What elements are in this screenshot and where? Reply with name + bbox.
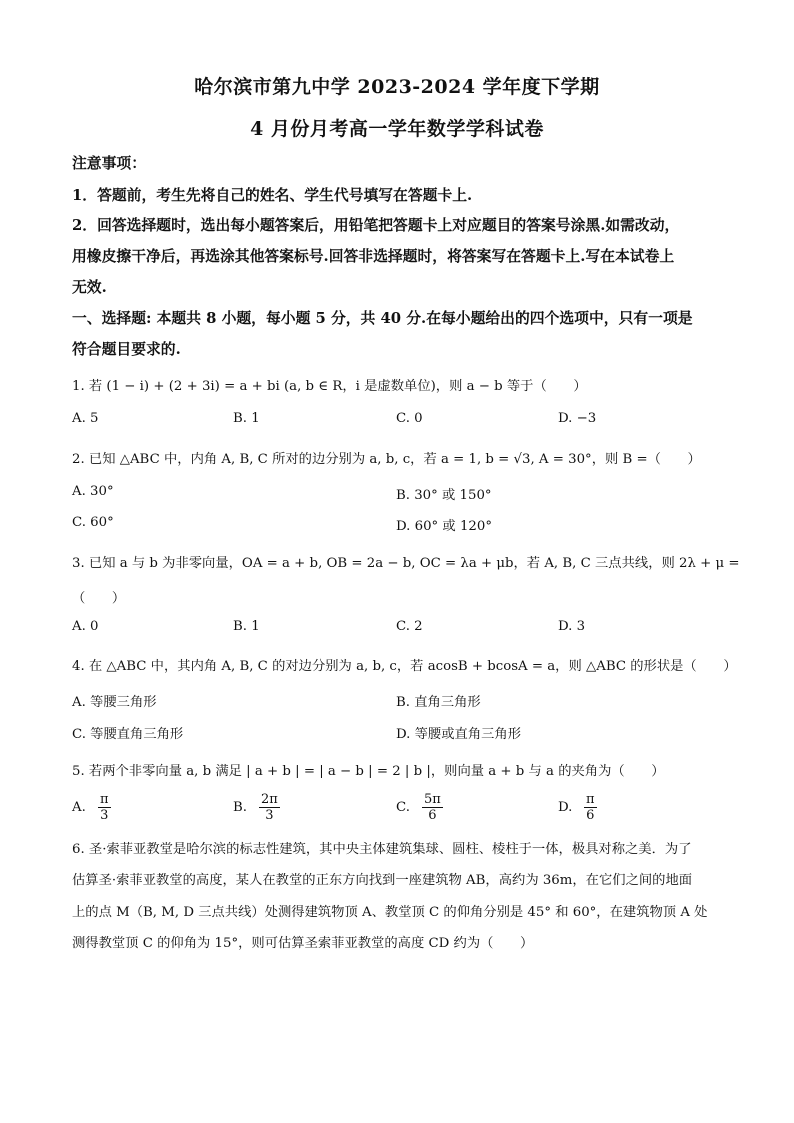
notice-item-1: 1．答题前，考生先将自己的姓名、学生代号填写在答题卡上. [72,187,473,204]
q5-option-a-label: A. [72,800,86,815]
question-6-line1: 6. 圣·索菲亚教堂是哈尔滨的标志性建筑，其中央主体建筑集球、圆柱、棱柱于一体，极具对称之美．为了 [72,842,692,857]
exam-title-line1: 哈尔滨市第九中学 2023-2024 学年度下学期 [194,76,600,98]
question-6-line2: 估算圣·索菲亚教堂的高度，某人在教堂的正东方向找到一座建筑物 AB，高约为 36m，在它们之间的地面 [72,873,693,888]
q2-option-d: D. 60° 或 120° [396,519,492,534]
notice-item-2-line3: 无效. [72,279,107,296]
q3-option-c: C. 2 [396,619,423,634]
question-4-stem: 4. 在 △ABC 中，其内角 A, B, C 的对边分别为 a, b, c，若 acosB + bcosA = a，则 △ABC 的形状是（ ） [72,659,737,674]
q5-option-c [396,792,443,823]
fraction-denominator: 6 [586,808,595,823]
q2-option-c: C. 60° [72,515,114,530]
q3-option-d: D. 3 [558,619,586,634]
q2-option-b: B. 30° 或 150° [396,488,492,503]
q2-option-a: A. 30° [72,484,114,499]
fraction-numerator: π [100,792,109,807]
q4-option-d: D. 等腰或直角三角形 [396,727,522,742]
q1-option-c: C. 0 [396,411,423,426]
exam-title-line2: 4 月份月考高一学年数学学科试卷 [250,118,544,140]
q3-option-a: A. 0 [72,619,99,634]
question-3-stem-cont: （ ） [72,591,126,606]
section-heading-line1: 一、选择题: 本题共 8 小题，每小题 5 分，共 40 分.在每小题给出的四个选项中，只有一项是 [72,310,693,327]
question-6-line3: 上的点 M（B, M, D 三点共线）处测得建筑物顶 A、教堂顶 C 的仰角分别是 45° 和 60°，在建筑物顶 A 处 [72,905,708,920]
question-6-line4: 测得教堂顶 C 的仰角为 15°，则可估算圣索菲亚教堂的高度 CD 约为（ ） [72,936,534,951]
q1-option-d: D. −3 [558,411,597,426]
q5-option-d [558,792,597,823]
question-2-stem: 2. 已知 △ABC 中，内角 A, B, C 所对的边分别为 a, b, c，若 a = 1, b = √3, A = 30°，则 B =（ ） [72,452,701,467]
notice-item-2-line1: 2．回答选择题时，选出每小题答案后，用铅笔把答题卡上对应题目的答案号涂黑.如需改动， [72,217,680,234]
q5-option-c-label: C. [396,800,410,815]
notice-item-2-line2: 用橡皮擦干净后，再选涂其他答案标号.回答非选择题时，将答案写在答题卡上.写在本试卷上 [72,248,675,265]
question-3-stem: 3. 已知 a 与 b 为非零向量，OA = a + b, OB = 2a − b, OC = λa + μb，若 A, B, C 三点共线，则 2λ + μ = [72,556,740,571]
question-1-stem: 1. 若 (1 − i) + (2 + 3i) = a + bi (a, b ∈ R，i 是虚数单位)，则 a − b 等于（ ） [72,379,587,394]
q4-option-a: A. 等腰三角形 [72,695,157,710]
notice-heading: 注意事项： [72,155,146,172]
q5-option-b-fraction [259,792,280,823]
section-heading-line2: 符合题目要求的. [72,341,181,358]
fraction-numerator: π [586,792,595,807]
q5-option-b-label: B. [233,800,247,815]
q1-option-a: A. 5 [72,411,99,426]
q5-option-c-fraction [422,792,443,823]
fraction-numerator: 2π [261,792,278,807]
q3-option-b: B. 1 [233,619,260,634]
fraction-denominator: 3 [265,808,274,823]
q4-option-c: C. 等腰直角三角形 [72,727,184,742]
q5-option-d-label: D. [558,800,573,815]
q1-option-b: B. 1 [233,411,260,426]
question-5-stem: 5. 若两个非零向量 a, b 满足 | a + b | = | a − b | = 2 | b |，则向量 a + b 与 a 的夹角为（ ） [72,764,665,779]
q4-option-b: B. 直角三角形 [396,695,481,710]
q5-option-d-fraction [584,792,597,823]
fraction-numerator: 5π [424,792,441,807]
q5-option-a [72,792,111,823]
fraction-denominator: 3 [100,808,109,823]
q5-option-a-fraction [98,792,111,823]
fraction-denominator: 6 [428,808,437,823]
q5-option-b [233,792,280,823]
